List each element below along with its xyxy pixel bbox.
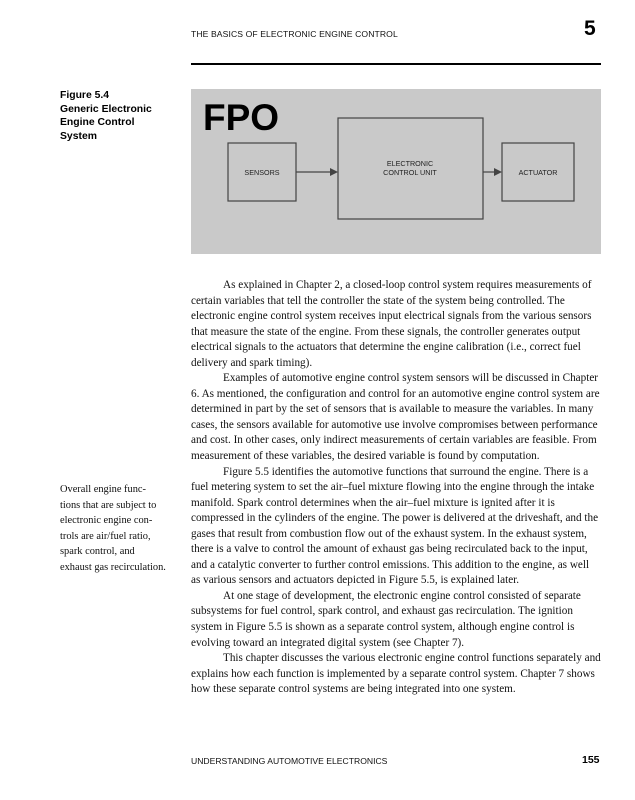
body-paragraph: This chapter discusses the various electronic engine control functions separately and explains how each function is implemented by a separate control system. Chapter 7 shows how these separate control systems are being integrated into one system. bbox=[191, 652, 601, 696]
chapter-number: 5 bbox=[584, 17, 596, 40]
footer-book-title: UNDERSTANDING AUTOMOTIVE ELECTRONICS bbox=[191, 756, 388, 766]
engine-control-diagram bbox=[191, 89, 601, 254]
header-rule bbox=[191, 63, 601, 65]
ecu-label-line2: CONTROL UNIT bbox=[383, 168, 437, 177]
figure-caption-line: System bbox=[60, 130, 97, 142]
footer-page-number: 155 bbox=[582, 754, 600, 766]
actuator-label: ACTUATOR bbox=[518, 168, 558, 177]
ecu-label-line1: ELECTRONIC bbox=[386, 159, 434, 168]
margin-note-line: electronic engine con- bbox=[60, 515, 153, 527]
margin-note-line: Overall engine func- bbox=[60, 484, 146, 495]
body-paragraph: Figure 5.5 identifies the automotive functions that surround the engine. There is a fuel metering system to set the air–fuel mixture flowing into the engine through the intake manifold. Spark control determines when the air–fuel mixture is ignited after it is compressed in the cylinders of the engine. The power is delivered at the driveshaft, and the gases that result from combustion flow out of the exhaust system. In the exhaust system, there is a valve to control the amount of exhaust gas being recirculated back to the input, and a catalytic converter to further control emissions. This addition to the engine, as well as various sensors and actuators depicted in Figure 5.5, is explained later. bbox=[191, 465, 599, 587]
margin-note-line: exhaust gas recirculation. bbox=[60, 561, 166, 573]
sensors-label: SENSORS bbox=[244, 168, 280, 177]
figure-caption bbox=[60, 89, 180, 143]
figure-caption-line: Figure 5.4 bbox=[60, 90, 110, 101]
margin-note-line: tions that are subject to bbox=[60, 499, 157, 511]
body-paragraph: Examples of automotive engine control system sensors will be discussed in Chapter 6. As mentioned, the configuration and control for an automotive engine control system are determined in part by the set of sensors that is available to measure the variables. In many cases, the sensors available for automotive use involve compromises between performance and cost. In other cases, only indirect measurements of certain variables are feasible. From measurement of these variables, the desired variable is found by computation. bbox=[191, 372, 600, 463]
margin-note bbox=[60, 482, 186, 576]
margin-note-line: trols are air/fuel ratio, bbox=[60, 530, 151, 542]
body-paragraph: As explained in Chapter 2, a closed-loop control system requires measurements of certain variables that tell the controller the state of the system being controlled. The electronic engine control system receives input electrical signals from the various sensors that measure the state of the engine. From these signals, the controller generates output electrical signals to the actuators that determine the engine calibration (i.e., correct fuel delivery and spark timing). bbox=[191, 279, 592, 369]
running-header: THE BASICS OF ELECTRONIC ENGINE CONTROL bbox=[191, 29, 398, 39]
figure-caption-line: Generic Electronic bbox=[60, 103, 152, 115]
margin-note-line: spark control, and bbox=[60, 546, 135, 558]
body-text bbox=[191, 278, 601, 698]
fpo-label: FPO bbox=[203, 97, 280, 138]
figure-caption-line: Engine Control bbox=[60, 117, 135, 128]
body-paragraph: At one stage of development, the electronic engine control consisted of separate subsystems for fuel control, spark control, and exhaust gas recirculation. The ignition system in Figure 5.5 is shown as a separate control system, although engine control is evolving toward an integrated digital system (see Chapter 7). bbox=[191, 589, 581, 649]
